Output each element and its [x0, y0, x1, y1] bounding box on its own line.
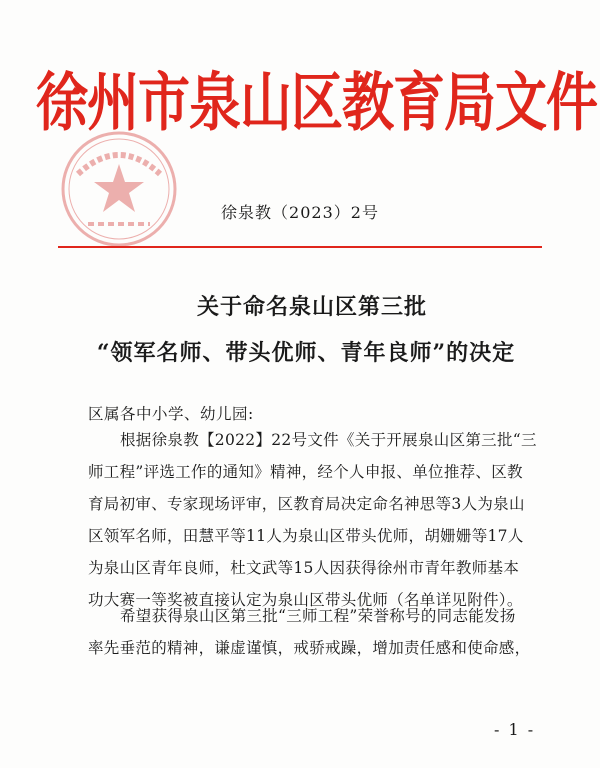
paragraph-line: 希望获得泉山区第三批“三师工程”荣誉称号的同志能发扬 — [120, 607, 516, 625]
body-paragraph-2 — [88, 600, 550, 664]
paragraph-line: 为泉山区青年良师，杜文武等15人因获得徐州市青年教师基本 — [88, 559, 520, 577]
paragraph-line: 育局初审、专家现场评审，区教育局决定命名神思等3人为泉山 — [88, 495, 525, 513]
document-masthead: 徐州市泉山区教育局文件 — [36, 66, 598, 141]
red-divider-line — [58, 246, 542, 248]
document-title-line-2: “领军名师、带头优师、青年良师”的决定 — [96, 340, 516, 366]
paragraph-line: 功大赛一等奖被直接认定为泉山区带头优师（名单详见附件）。 — [88, 591, 523, 609]
document-number: 徐泉教（2023）2号 — [221, 203, 379, 222]
salutation: 区属各中小学、幼儿园: — [88, 405, 254, 423]
document-title-line-1: 关于命名泉山区第三批 — [196, 294, 427, 320]
paragraph-line: 率先垂范的精神，谦虚谨慎，戒骄戒躁，增加责任感和使命感， — [88, 639, 531, 657]
official-seal-stamp-icon — [58, 128, 180, 250]
page-number: - 1 - — [494, 720, 536, 739]
paragraph-line: 区领军名师，田慧平等11人为泉山区带头优师，胡姗姗等17人 — [88, 527, 524, 545]
paragraph-line: 根据徐泉教【2022】22号文件《关于开展泉山区第三批“三 — [120, 431, 537, 449]
paragraph-line: 师工程”评选工作的通知》精神，经个人申报、单位推荐、区教 — [88, 463, 523, 481]
body-paragraph-1 — [88, 424, 550, 616]
